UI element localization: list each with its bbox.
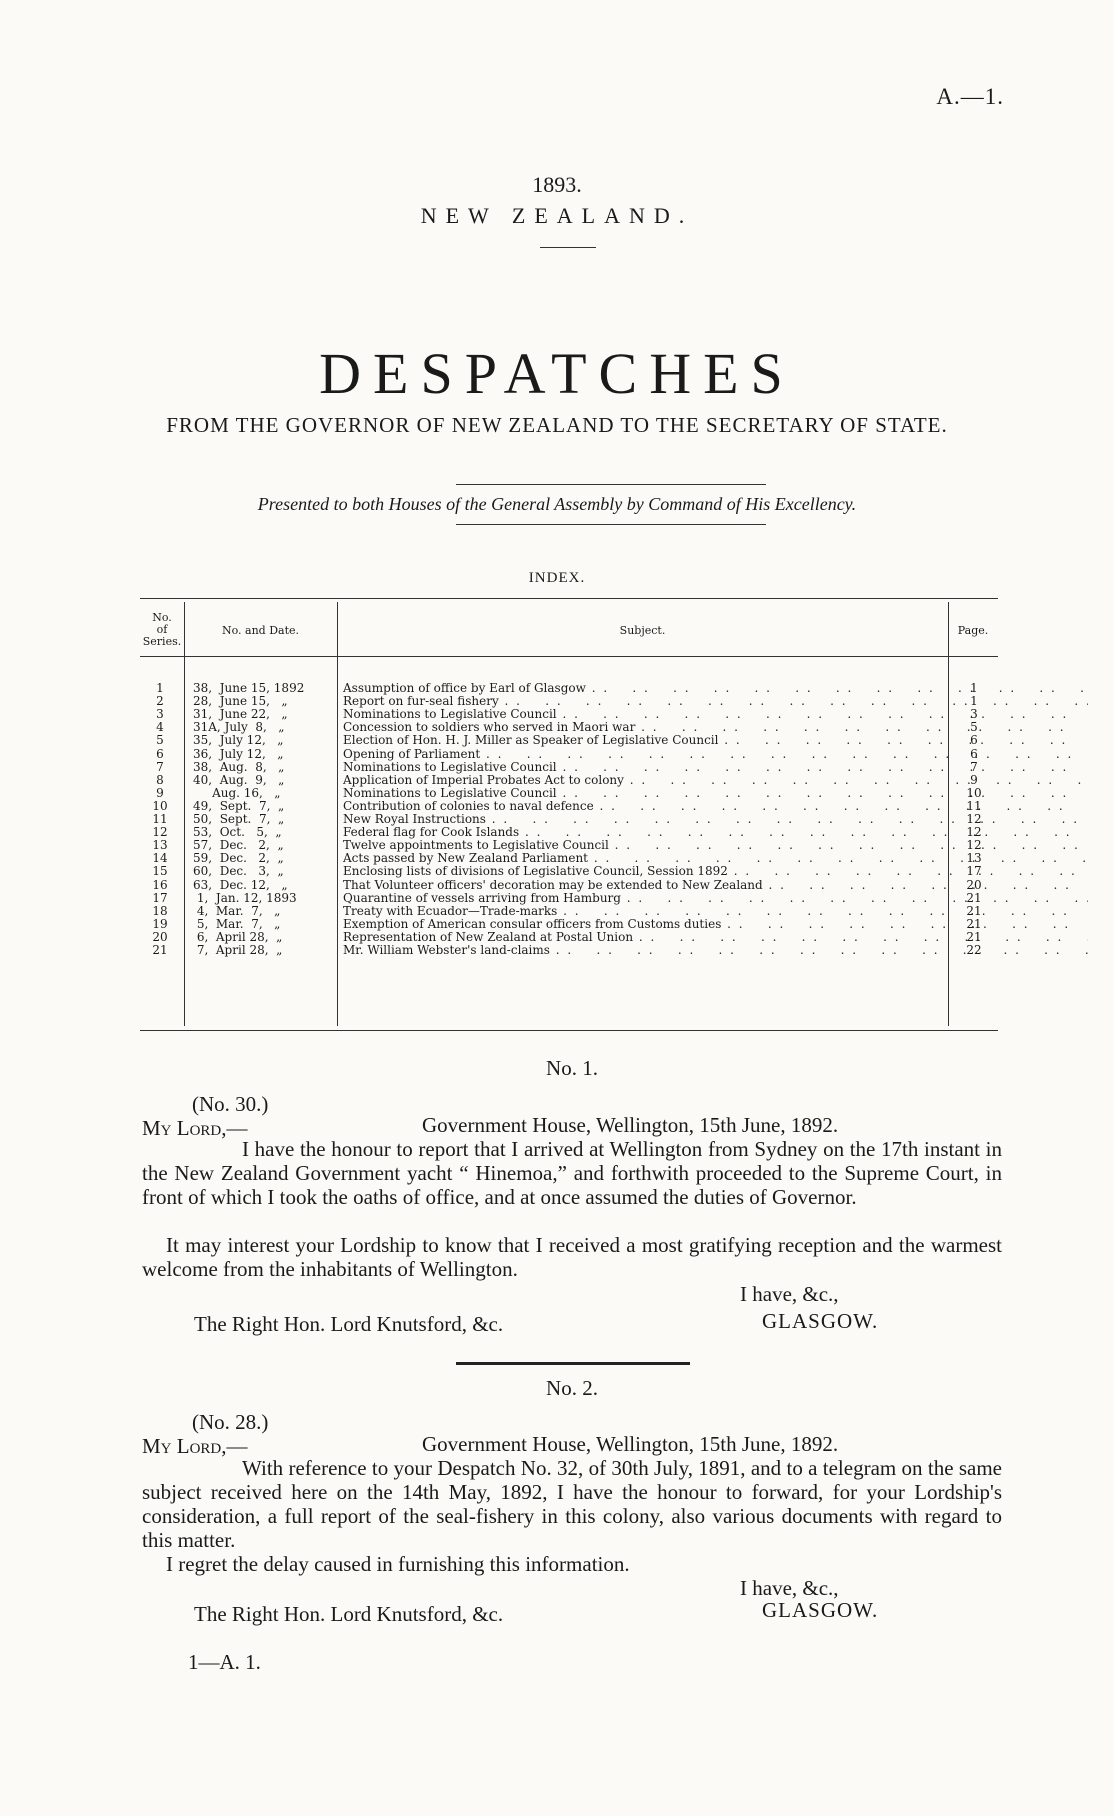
number-and-date: 5, Mar. 7, „ xyxy=(193,916,281,931)
series-number: 16 xyxy=(152,877,168,892)
page-number: 12 xyxy=(966,812,982,826)
table-row xyxy=(140,826,998,839)
subject: Quarantine of vessels arriving from Hamburg . . xyxy=(343,892,1088,905)
header-no-of-series xyxy=(140,612,184,648)
number-and-date: 50, Sept. 7, „ xyxy=(193,812,285,826)
table-row xyxy=(140,918,998,931)
rule-top xyxy=(456,484,766,485)
letter-number: No. 2. xyxy=(546,1376,598,1400)
subject: Concession to soldiers who served in Maori war . . xyxy=(343,721,1088,734)
series-number: 7 xyxy=(156,759,164,774)
separator-rule xyxy=(456,1362,690,1365)
table-rule-header xyxy=(140,656,998,657)
subject: Election of Hon. H. J. Miller as Speaker of Legislative Council . . xyxy=(343,734,1088,747)
series-number: 10 xyxy=(152,798,168,813)
subject: Opening of Parliament . . xyxy=(343,748,1088,761)
subject: Nominations to Legislative Council . . xyxy=(343,787,1088,800)
table-row xyxy=(140,774,998,787)
table-row xyxy=(140,931,998,944)
page-number: 21 xyxy=(966,916,982,931)
subject: Nominations to Legislative Council . . xyxy=(343,708,1088,721)
subject: Treaty with Ecuador—Trade-marks . . xyxy=(343,905,1088,918)
series-number: 9 xyxy=(156,785,164,800)
page-number: 7 xyxy=(970,759,978,774)
table-row xyxy=(140,839,998,852)
index-title: INDEX. xyxy=(528,570,586,586)
table-row xyxy=(140,721,998,734)
table-row xyxy=(140,734,998,747)
number-and-date: 40, Aug. 9, „ xyxy=(193,772,285,787)
subject: Contribution of colonies to naval defence . . xyxy=(343,800,1088,813)
number-and-date: 1, Jan. 12, 1893 xyxy=(193,890,297,905)
number-and-date: 35, July 12, „ xyxy=(193,733,284,748)
country-heading: NEW ZEALAND. xyxy=(420,203,694,228)
page-number: 22 xyxy=(966,943,982,957)
document-title: DESPATCHES xyxy=(319,341,795,406)
number-and-date: 36, July 12, „ xyxy=(193,746,284,761)
series-number: 21 xyxy=(152,943,168,957)
subject: Enclosing lists of divisions of Legislative Council, Session 1892 . . xyxy=(343,865,1088,878)
series-number: 11 xyxy=(152,812,168,826)
footer-signature-mark: 1—A. 1. xyxy=(188,1650,261,1674)
letter-number: No. 1. xyxy=(546,1056,598,1080)
number-and-date: 53, Oct. 5, „ xyxy=(193,825,282,840)
signature: GLASGOW. xyxy=(762,1309,879,1333)
table-row xyxy=(140,761,998,774)
subject: Twelve appointments to Legislative Council . . xyxy=(343,839,1088,852)
index-table xyxy=(140,598,998,1031)
header-series-line: Series. xyxy=(142,635,182,648)
table-row xyxy=(140,682,998,695)
number-and-date: 63, Dec. 12, „ xyxy=(193,877,288,892)
letter-paragraph: I have the honour to report that I arrived at Wellington from Sydney on the 17th instant in the New Zealand Government yacht “ Hinemoa,” and forthwith proceeded to the Supreme Court, in front of which I took the oaths of office, and at once assumed the duties of Governor. xyxy=(142,1137,1002,1209)
page-number: 17 xyxy=(966,864,982,879)
salutation xyxy=(142,1434,248,1458)
closing: I have, &c., xyxy=(740,1282,839,1306)
subject: Mr. William Webster's land-claims . . xyxy=(343,944,1088,957)
document-subtitle: FROM THE GOVERNOR OF NEW ZEALAND TO THE SECRETARY OF STATE. xyxy=(166,413,948,437)
number-and-date: 6, April 28, „ xyxy=(193,929,283,944)
subject: Assumption of office by Earl of Glasgow . . xyxy=(343,682,1088,695)
number-and-date: 7, April 28, „ xyxy=(193,943,283,957)
series-number: 15 xyxy=(152,864,168,879)
subject: Nominations to Legislative Council . . xyxy=(343,761,1088,774)
header-subject: Subject. xyxy=(619,624,666,637)
recipient: The Right Hon. Lord Knutsford, &c. xyxy=(194,1312,504,1336)
table-row xyxy=(140,695,998,708)
page-number: 6 xyxy=(970,733,978,748)
number-and-date: 31A, July 8, „ xyxy=(193,720,285,735)
subject: Application of Imperial Probates Act to colony . . xyxy=(343,774,1088,787)
recipient: The Right Hon. Lord Knutsford, &c. xyxy=(194,1602,504,1626)
number-and-date: 31, June 22, „ xyxy=(193,707,288,722)
rule-bottom xyxy=(456,524,766,525)
number-and-date: 57, Dec. 2, „ xyxy=(193,838,284,853)
header-no-and-date: No. and Date. xyxy=(221,624,300,637)
letter-paragraph: I regret the delay caused in furnishing this information. xyxy=(166,1552,630,1576)
subject: New Royal Instructions . . xyxy=(343,813,1088,826)
page-number: 11 xyxy=(966,798,982,813)
closing: I have, &c., xyxy=(740,1576,839,1600)
page-number: 20 xyxy=(966,877,982,892)
page-number: 9 xyxy=(970,772,978,787)
table-row xyxy=(140,944,998,957)
page-number: 13 xyxy=(966,851,982,866)
series-number: 18 xyxy=(152,903,168,918)
page-number: 12 xyxy=(966,838,982,853)
table-row xyxy=(140,800,998,813)
page-number: 10 xyxy=(966,785,982,800)
series-number: 12 xyxy=(152,825,168,840)
presented-line: Presented to both Houses of the General Assembly by Command of His Excellency. xyxy=(257,494,857,514)
series-number: 3 xyxy=(156,707,164,722)
page-number: 5 xyxy=(970,720,978,735)
letter-reference: (No. 28.) xyxy=(192,1410,269,1434)
number-and-date: 59, Dec. 2, „ xyxy=(193,851,284,866)
letter-reference: (No. 30.) xyxy=(192,1092,269,1116)
subject: Exemption of American consular officers from Customs duties . . xyxy=(343,918,1088,931)
series-number: 2 xyxy=(156,694,164,709)
series-number: 17 xyxy=(152,890,168,905)
page-number: 21 xyxy=(966,903,982,918)
number-and-date: Aug. 16, „ xyxy=(193,785,281,800)
series-number: 14 xyxy=(152,851,168,866)
letter-paragraph: It may interest your Lordship to know that I received a most gratifying reception and the warmest welcome from the inhabitants of Wellington. xyxy=(142,1233,1002,1281)
page-number: 21 xyxy=(966,890,982,905)
salutation-text: My Lord,— xyxy=(142,1116,248,1140)
sender-address: Government House, Wellington, 15th June, 1892. xyxy=(422,1113,839,1137)
page-number: 1 xyxy=(970,681,978,695)
series-number: 20 xyxy=(152,929,168,944)
signature: GLASGOW. xyxy=(762,1598,879,1622)
series-number: 19 xyxy=(152,916,168,931)
subject: Report on fur-seal fishery . . xyxy=(343,695,1088,708)
page-number: 21 xyxy=(966,929,982,944)
series-number: 1 xyxy=(156,681,164,695)
number-and-date: 4, Mar. 7, „ xyxy=(193,903,281,918)
header-no-line: No. xyxy=(152,611,172,624)
number-and-date: 38, June 15, 1892 xyxy=(193,681,305,695)
table-rule-top xyxy=(140,598,998,599)
series-number: 13 xyxy=(152,838,168,853)
number-and-date: 38, Aug. 8, „ xyxy=(193,759,285,774)
letter-paragraph: With reference to your Despatch No. 32, of 30th July, 1891, and to a telegram on the same subject received here on the 14th May, 1892, I have the honour to forward, for your Lordship's consideration, a full report of the seal-fishery in this colony, also various documents with regard to this matter. xyxy=(142,1456,1002,1552)
sender-address: Government House, Wellington, 15th June, 1892. xyxy=(422,1432,839,1456)
page-number: 6 xyxy=(970,746,978,761)
number-and-date: 28, June 15, „ xyxy=(193,694,288,709)
page-number: 1 xyxy=(970,694,978,709)
salutation-text: My Lord,— xyxy=(142,1434,248,1458)
page-number: 3 xyxy=(970,707,978,722)
page-identifier: A.—1. xyxy=(936,84,1004,109)
series-number: 6 xyxy=(156,746,164,761)
header-of-line: of xyxy=(156,623,168,636)
header-page: Page. xyxy=(957,624,989,637)
series-number: 8 xyxy=(156,772,164,787)
table-row xyxy=(140,892,998,905)
subject: Acts passed by New Zealand Parliament . . xyxy=(343,852,1088,865)
table-row xyxy=(140,787,998,800)
table-row xyxy=(140,708,998,721)
table-row xyxy=(140,905,998,918)
subject: Representation of New Zealand at Postal Union . . xyxy=(343,931,1088,944)
table-row xyxy=(140,879,998,892)
series-number: 4 xyxy=(156,720,164,735)
subject: Federal flag for Cook Islands . . xyxy=(343,826,1088,839)
table-row xyxy=(140,748,998,761)
number-and-date: 60, Dec. 3, „ xyxy=(193,864,284,879)
number-and-date: 49, Sept. 7, „ xyxy=(193,798,285,813)
table-rule-bottom xyxy=(140,1030,998,1031)
table-row xyxy=(140,813,998,826)
table-row xyxy=(140,865,998,878)
page-number: 12 xyxy=(966,825,982,840)
subject: That Volunteer officers' decoration may be extended to New Zealand . . xyxy=(343,879,1088,892)
year: 1893. xyxy=(532,172,582,197)
series-number: 5 xyxy=(156,733,164,748)
table-row xyxy=(140,852,998,865)
short-rule xyxy=(540,247,596,248)
